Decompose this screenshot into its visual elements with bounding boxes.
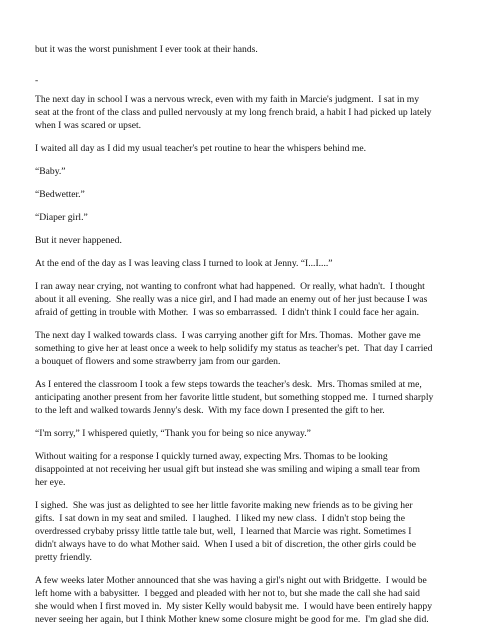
text-line: never seeing her again, but I think Mother knew some closure might be good for me. I'm glad she did. <box>35 614 429 625</box>
text-line: about it all evening. She really was a nice girl, and I had made an enemy out of her just because I was <box>35 294 428 305</box>
dialogue-line: “I'm sorry,” I whispered quietly, “Thank you for being so nice anyway.” <box>35 428 311 439</box>
text-line: I waited all day as I did my usual teacher's pet routine to hear the whispers behind me. <box>35 143 367 154</box>
text-line: her eye. <box>35 477 66 488</box>
text-line: The next day in school I was a nervous wreck, even with my faith in Marcie's judgment. I sat in my <box>35 94 420 105</box>
text-line: left home with a babysitter. I begged and pleaded with her not to, but she made the call she had said <box>35 588 420 599</box>
text-line: I ran away near crying, not wanting to confront what had happened. Or really, what hadn't. I thought <box>35 281 425 292</box>
text-line: gifts. I sat down in my seat and smiled. I laughed. I liked my new class. I didn't stop being the <box>35 513 405 524</box>
text-line: I sighed. She was just as delighted to see her little favorite making new friends as to be giving her <box>35 500 413 511</box>
dialogue-line: “Bedwetter.” <box>35 189 85 200</box>
text-line: But it never happened. <box>35 235 122 246</box>
dialogue-line: “Diaper girl.” <box>35 212 88 223</box>
text-line: when I was scared or upset. <box>35 120 142 131</box>
text-line: Without waiting for a response I quickly turned away, expecting Mrs. Thomas to be looking <box>35 451 388 462</box>
text-line: As I entered the classroom I took a few steps towards the teacher's desk. Mrs. Thomas smiled at me, <box>35 379 422 390</box>
text-line: seat at the front of the class and pulled nervously at my long french braid, a habit I had picked up lately <box>35 107 432 118</box>
text-line: but it was the worst punishment I ever took at their hands. <box>35 44 258 55</box>
text-line: At the end of the day as I was leaving class I turned to look at Jenny. “I...I....” <box>35 258 333 269</box>
text-line: a bouquet of flowers and some strawberry jam from our garden. <box>35 356 281 367</box>
text-line: disappointed at not receiving her usual gift but instead she was smiling and wiping a small tear from <box>35 464 420 475</box>
text-line: didn't always have to do what Mother said. When I used a bit of discretion, the other girls could be <box>35 539 416 550</box>
dialogue-line: “Baby.” <box>35 166 66 177</box>
text-line: overdressed crybaby prissy little tattle tale but, well, I learned that Marcie was right. Sometimes I <box>35 526 412 537</box>
text-line: something to give her at least once a week to help solidify my status as teacher's pet. That day I carried <box>35 343 433 354</box>
text-line: A few weeks later Mother announced that she was having a girl's night out with Bridgette. I would be <box>35 575 427 586</box>
text-line: The next day I walked towards class. I was carrying another gift for Mrs. Thomas. Mother gave me <box>35 330 421 341</box>
text-line: to the left and walked towards Jenny's desk. With my face down I presented the gift to her. <box>35 405 385 416</box>
section-separator: - <box>35 75 39 86</box>
text-line: she would when I first moved in. My sister Kelly would babysit me. I would have been entirely happy <box>35 601 432 612</box>
text-line: pretty friendly. <box>35 552 92 563</box>
text-line: anticipating another present from her favorite little student, but something stopped me. I turned sharply <box>35 392 434 403</box>
text-line: afraid of getting in trouble with Mother. I was so embarrassed. I didn't think I could face her again. <box>35 307 420 318</box>
